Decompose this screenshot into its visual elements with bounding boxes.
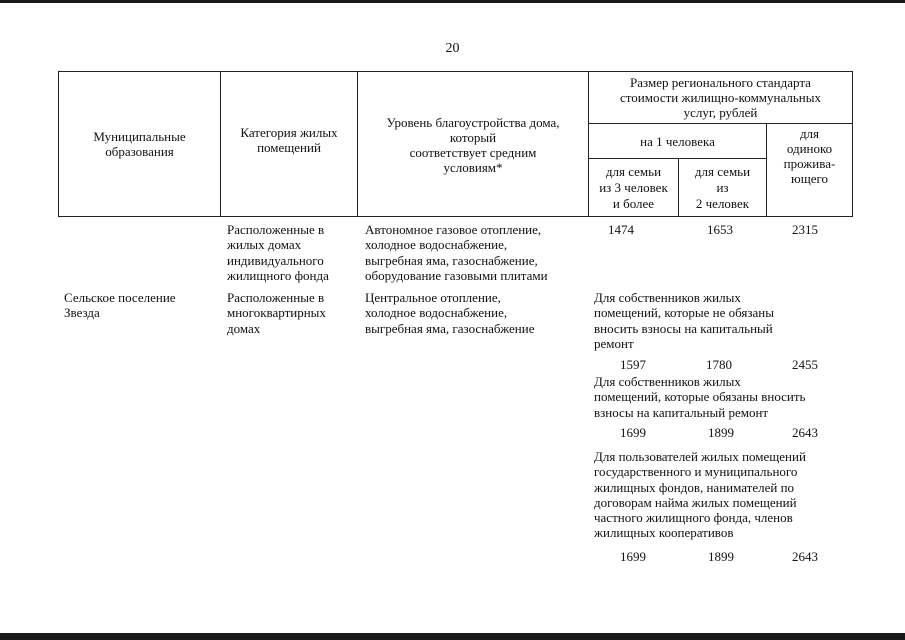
header-standard: Размер регионального стандарта стоимости жилищно-коммунальных услуг, рублей <box>588 71 853 124</box>
value-family-2: 1780 <box>706 357 732 372</box>
header-municipal: Муниципальные образования <box>58 71 221 217</box>
value-family-3: 1699 <box>620 425 646 440</box>
value-family-2: 1899 <box>708 549 734 564</box>
value-single: 2315 <box>792 222 818 237</box>
group-label: Для пользователей жилых помещений государственного и муниципального жилищных фондов, нанимателей по договорам найма жилых помещений частного жилищного фонда, членов жилищных кооперативов <box>594 449 806 541</box>
header-per-person: на 1 человека <box>588 123 767 159</box>
group-label: Для собственников жилых помещений, которые не обязаны вносить взносы на капитальный ремонт <box>594 290 774 351</box>
page-number: 20 <box>445 41 460 56</box>
header-family-2: для семьи из 2 человек <box>678 158 767 217</box>
header-level: Уровень благоустройства дома, который соответствует средним условиям* <box>357 71 589 217</box>
value-family-3: 1597 <box>620 357 646 372</box>
value-single: 2455 <box>792 357 818 372</box>
row-level: Автономное газовое отопление, холодное водоснабжение, выгребная яма, газоснабжение, оборудование газовыми плитами <box>365 222 548 283</box>
row-category: Расположенные в жилых домах индивидуального жилищного фонда <box>227 222 329 283</box>
value-single: 2643 <box>792 549 818 564</box>
value-family-2: 1653 <box>707 222 733 237</box>
value-family-3: 1699 <box>620 549 646 564</box>
value-single: 2643 <box>792 425 818 440</box>
row-level: Центральное отопление, холодное водоснабжение, выгребная яма, газоснабжение <box>365 290 535 336</box>
value-family-3: 1474 <box>608 222 634 237</box>
scan-top-edge <box>0 0 905 3</box>
header-single: для одиноко прожива- ющего <box>766 123 853 217</box>
group-label: Для собственников жилых помещений, которые обязаны вносить взносы на капитальный ремонт <box>594 374 806 420</box>
value-family-2: 1899 <box>708 425 734 440</box>
header-family-3: для семьи из 3 человек и более <box>588 158 679 217</box>
municipality-name: Сельское поселение Звезда <box>64 290 176 321</box>
row-category: Расположенные в многоквартирных домах <box>227 290 326 336</box>
header-category: Категория жилых помещений <box>220 71 358 217</box>
scan-bottom-edge <box>0 633 905 640</box>
